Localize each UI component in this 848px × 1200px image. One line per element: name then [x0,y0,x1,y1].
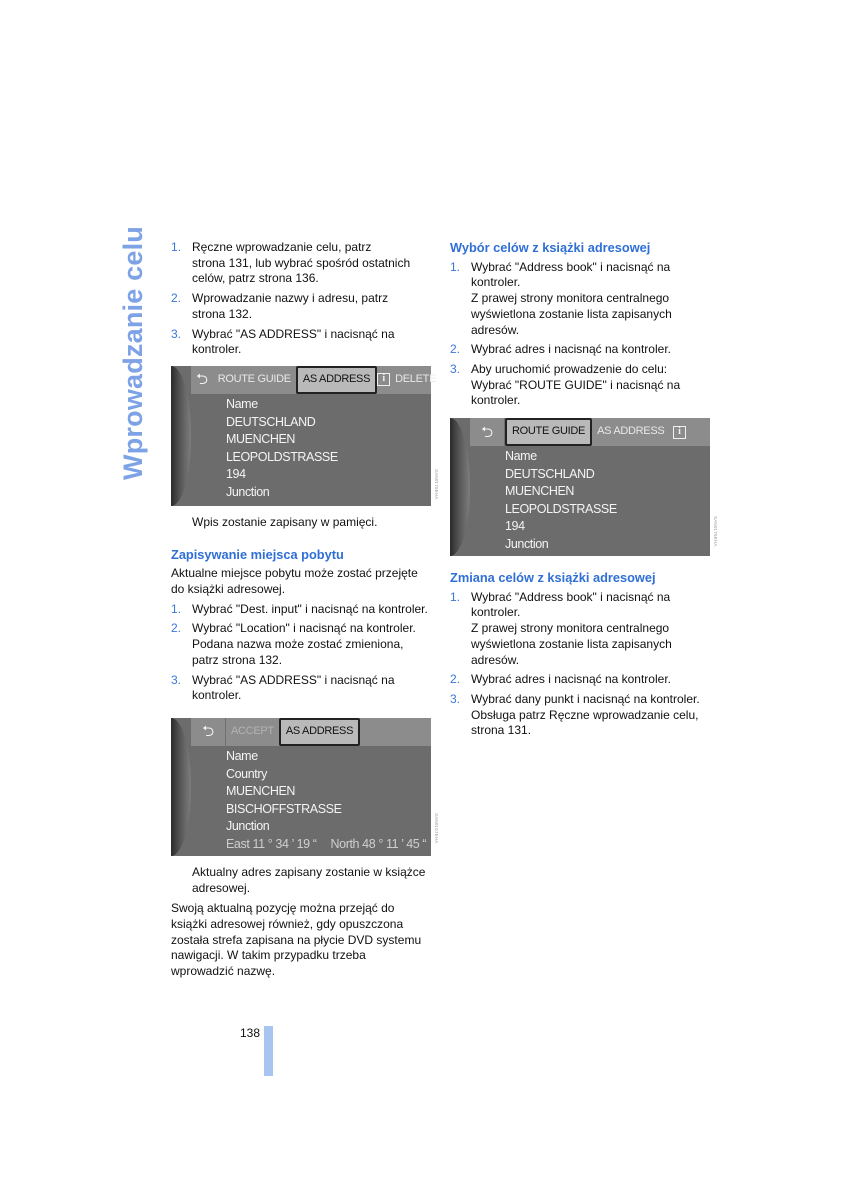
step-text: Wybrać adres i nacisnąć na kontroler. [471,342,671,357]
section-title [114,226,154,480]
step-text: Wybrać "Location" i nacisnąć na kontroler. Podana nazwa może zostać zmieniona, patrz strona 132. [192,621,416,667]
step-text: Ręczne wprowadzanie celu, patrz strona 131, lub wybrać spośród ostatnich celów, patrz strona 136. [192,240,411,286]
address-line: Name [505,449,537,464]
address-line: Name [226,396,258,411]
step-text: Wybrać "Address book" i nacisnąć na kontroler. Z prawej strony monitora centralnego wyświetlona zostanie lista zapisanych adresów. [471,589,672,667]
list-item [450,590,714,669]
info-icon: i [377,373,390,386]
page-marker-bar [264,1026,273,1076]
list-item [171,240,435,287]
address-line: LEOPOLDSTRASSE [505,501,617,516]
step-text: Wprowadzanie nazwy i adresu, patrz strona 132. [192,291,389,321]
step-number: 1. [450,589,461,604]
back-arrow-icon: ⮌ [481,423,493,441]
list-item [171,621,435,668]
list-item [450,672,714,688]
page-number: 138 [240,1026,261,1040]
step-number: 1. [450,259,461,274]
location-line: Country [226,766,267,781]
step-number: 2. [171,621,182,636]
address-line: Junction [226,484,270,499]
as-address-button[interactable]: AS ADDRESS [296,366,377,394]
step-text: Wybrać "Dest. input" i nacisnąć na kontroler. [192,601,428,616]
route-guide-button[interactable]: ROUTE GUIDE [505,418,592,446]
address-line: 194 [226,467,246,482]
step-number: 2. [450,342,461,357]
list-item [171,673,435,704]
location-line: Junction [226,819,270,834]
right-column [450,240,714,743]
step-number: 3. [171,672,182,687]
delete-button[interactable]: DELETE [395,373,437,386]
list-item [450,260,714,339]
step-number: 3. [450,691,461,706]
list-item [450,342,714,358]
step-text: Wybrać adres i nacisnąć na kontroler. [471,672,671,687]
steps-list-c [450,260,714,409]
address-line: LEOPOLDSTRASSE [226,449,338,464]
address-lines [226,396,338,502]
back-button[interactable] [191,366,213,394]
list-item [171,602,435,618]
step-text: Wybrać "AS ADDRESS" i nacisnąć na kontroler. [192,326,395,357]
north-coordinate: North 48 ° 11 ’ 45 “ [330,836,427,851]
screen-bezel [171,366,191,506]
image-code: SAN0157EHA [434,813,439,844]
location-line: MUENCHEN [226,784,296,799]
list-item [171,327,435,358]
steps-list-a [171,240,435,358]
list-item [450,692,714,739]
address-line: MUENCHEN [226,432,296,447]
info-button[interactable] [669,418,689,446]
address-lines [505,448,617,554]
screen-menubar [191,366,437,394]
info-icon: i [673,426,686,439]
screen-menubar [470,418,710,446]
address-line: DEUTSCHLAND [226,414,316,429]
location-lines [226,748,426,854]
image-code: SAN0176EHA [434,469,439,500]
location-line: BISCHOFFSTRASSE [226,801,342,816]
back-button[interactable] [191,718,225,746]
steps-list-b [171,602,435,704]
step-text: Wybrać "AS ADDRESS" i nacisnąć na kontroler. [192,672,395,703]
note-saved: Wpis zostanie zapisany w pamięci. [192,514,378,529]
as-address-button[interactable]: AS ADDRESS [597,425,665,438]
heading-edit-address-book: Zmiana celów z książki adresowej [450,570,656,586]
step-number: 3. [171,326,182,341]
screen-bezel [450,418,470,556]
accept-button[interactable]: ACCEPT [231,725,274,738]
coordinates [226,836,426,854]
step-text: Wybrać dany punkt i nacisnąć na kontroler. Obsługa patrz Ręczne wprowadzanie celu, strona 131. [471,691,700,738]
east-coordinate: East 11 ° 34 ’ 19 “ [226,836,317,851]
address-line: 194 [505,519,525,534]
back-arrow-icon: ⮌ [202,723,214,741]
nav-screen-location [171,718,431,856]
route-guide-button[interactable]: ROUTE GUIDE [217,373,291,386]
step-text: Aby uruchomić prowadzenie do celu: Wybrać "ROUTE GUIDE" i nacisnąć na kontroler. [471,361,681,408]
location-line: Name [226,748,258,763]
screen-bezel [171,718,191,856]
step-number: 2. [450,672,461,687]
step-number: 2. [171,291,182,306]
heading-select-from-address-book: Wybór celów z książki adresowej [450,240,651,255]
step-number: 3. [450,361,461,376]
address-line: Junction [505,537,549,551]
back-button[interactable] [470,418,504,446]
section-title-text: Wprowadzanie celu [118,226,149,480]
as-address-button[interactable]: AS ADDRESS [279,718,360,746]
list-item [171,291,435,322]
step-text: Wybrać "Address book" i nacisnąć na kontroler. Z prawej strony monitora centralnego wyświetlona zostanie lista zapisanych adresów. [471,259,672,337]
screen-menubar [191,718,431,746]
step-number: 1. [171,601,182,616]
back-arrow-icon: ⮌ [196,371,208,389]
closing-paragraph: Swoją aktualną pozycję można przejąć do książki adresowej również, gdy opuszczona została strefa zapisana na płycie DVD systemu nawigacji. W takim przypadku trzeba wprowadzić nazwę. [171,901,422,979]
image-code: SAN0176EHA [713,516,718,547]
list-item [450,362,714,409]
step-number: 1. [171,240,182,254]
address-line: MUENCHEN [505,484,575,499]
steps-list-d [450,590,714,739]
nav-screen-route-guide [450,418,710,556]
info-button[interactable] [377,366,390,394]
heading-save-location: Zapisywanie miejsca pobytu [171,546,344,562]
address-line: DEUTSCHLAND [505,466,595,481]
intro-paragraph: Aktualne miejsce pobytu może zostać przejęte do książki adresowej. [171,566,418,597]
note-address-saved: Aktualny adres zapisany zostanie w książce adresowej. [192,864,426,895]
